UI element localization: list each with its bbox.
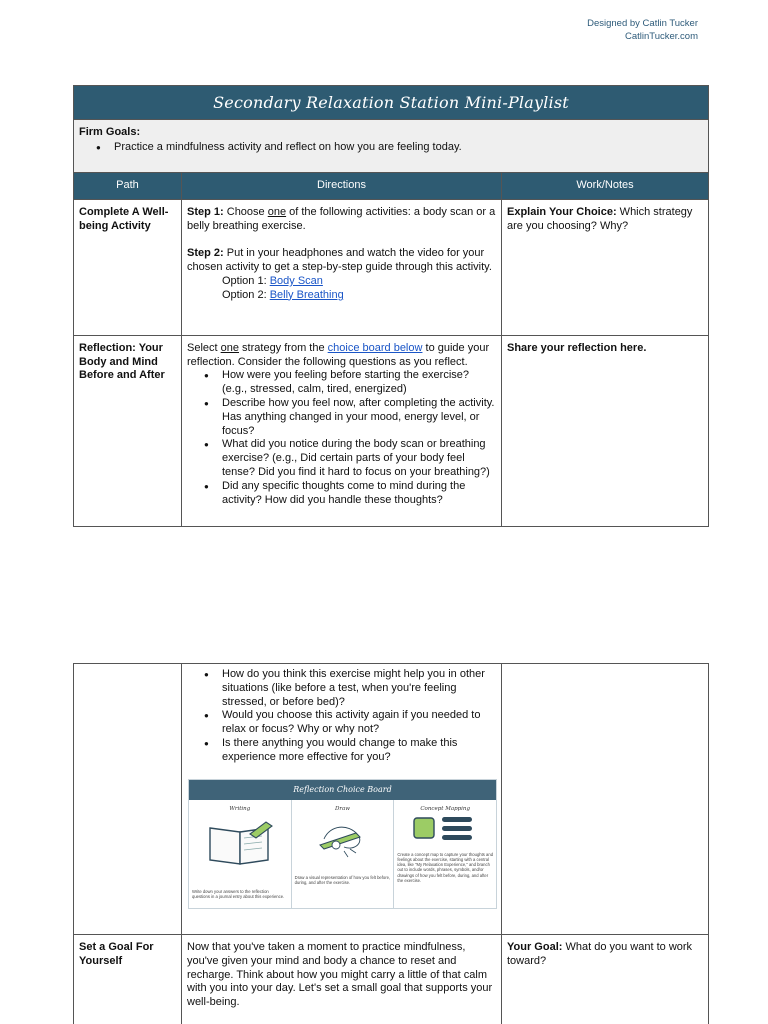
credit-designer: Designed by Catlin Tucker <box>587 18 698 29</box>
reflection-questions-cont <box>187 668 496 765</box>
reflection-question: ● How were you feeling before starting the exercise? (e.g., stressed, calm, tired, energized) <box>222 369 496 397</box>
board-draw: Draw Draw a visual representation of how you felt before, during, and after the exercise. <box>292 800 395 908</box>
directions-reflection <box>182 335 502 526</box>
directions-wellbeing <box>182 199 502 335</box>
reflection-choice-board <box>188 779 497 909</box>
path-wellbeing: Complete A Well-being Activity <box>74 199 182 335</box>
reflection-question: ● Is there anything you would change to make this experience more effective for you? <box>222 737 496 765</box>
directions-goal: Now that you've taken a moment to practice mindfulness, you've given your mind and body a chance to reset and recharge. Think about how you might carry a little of that calm with you into your day. Let's set a small goal that supports your well-being. <box>182 935 502 1024</box>
credit <box>587 17 698 43</box>
path-goal: Set a Goal For Yourself <box>74 935 182 1024</box>
step1: Step 1: Choose one of the following activities: a body scan or a belly breathing exercise. <box>187 205 496 232</box>
playlist-title: Secondary Relaxation Station Mini-Playlist <box>74 86 709 120</box>
header-directions: Directions <box>182 173 502 200</box>
playlist-table-page1 <box>73 85 709 527</box>
reflection-question: ● How do you think this exercise might help you in other situations (like before a test, when you're feeling stressed, or before bed)? <box>222 668 496 709</box>
board-writing: Writing Write down your answers to the reflection questions in a journal entry about this experience. <box>189 800 292 908</box>
credit-site: CatlinTucker.com <box>624 31 698 42</box>
directions-reflection-cont <box>182 664 502 935</box>
belly-breathing-link[interactable]: Belly Breathing <box>269 288 344 301</box>
option-2: Option 2: Belly Breathing <box>222 288 344 301</box>
notes-reflection[interactable]: Share your reflection here. <box>502 335 709 526</box>
firm-goals-label: Firm Goals: <box>79 126 141 138</box>
firm-goal-item: ● Practice a mindfulness activity and reflect on how you are feeling today. <box>114 141 703 155</box>
notes-goal[interactable]: Your Goal: What do you want to work toward? <box>502 935 709 1024</box>
notes-choice[interactable]: Explain Your Choice: Which strategy are you choosing? Why? <box>502 199 709 335</box>
reflection-question: ● What did you notice during the body scan or breathing exercise? (e.g., Did certain parts of your body feel tense? Did you find it hard to focus on your breathing?) <box>222 438 496 479</box>
playlist-table-page2 <box>73 663 709 1024</box>
reflection-question: ● Describe how you feel now, after completing the activity. Has anything changed in your mood, energy level, or focus? <box>222 397 496 438</box>
header-path: Path <box>74 173 182 200</box>
firm-goals <box>74 120 709 173</box>
reflection-question: ● Would you choose this activity again if you needed to relax or focus? Why or why not? <box>222 709 496 737</box>
reflection-intro: Select one strategy from the choice board below to guide your reflection. Consider the following questions as you reflect. <box>187 341 490 368</box>
pencil-drawing-icon <box>314 815 374 861</box>
body-scan-link[interactable]: Body Scan <box>269 274 323 287</box>
path-reflection-cont <box>74 664 182 935</box>
choice-board-link[interactable]: choice board below <box>327 341 423 354</box>
choice-board-title: Reflection Choice Board <box>189 780 496 800</box>
notes-reflection-cont[interactable] <box>502 664 709 935</box>
header-notes: Work/Notes <box>502 173 709 200</box>
option-1: Option 1: Body Scan <box>222 274 323 287</box>
concept-map-icon <box>410 814 480 848</box>
journal-pencil-icon <box>206 820 276 866</box>
path-reflection: Reflection: Your Body and Mind Before and After <box>74 335 182 526</box>
step2: Step 2: Put in your headphones and watch the video for your chosen activity to get a step-by-step guide through this activity. <box>187 247 492 274</box>
reflection-question: ● Did any specific thoughts come to mind during the activity? How did you handle these thoughts? <box>222 480 496 508</box>
board-concept-mapping: Concept Mapping Create a concept map to capture your thoughts and feelings about the exercise, starting with a central idea, like "My Relaxation Experience," and branch out to include words, phrases, symbols, and/or drawings of how you felt before, during, and after the exercise. <box>397 805 494 884</box>
reflection-questions <box>187 369 496 507</box>
